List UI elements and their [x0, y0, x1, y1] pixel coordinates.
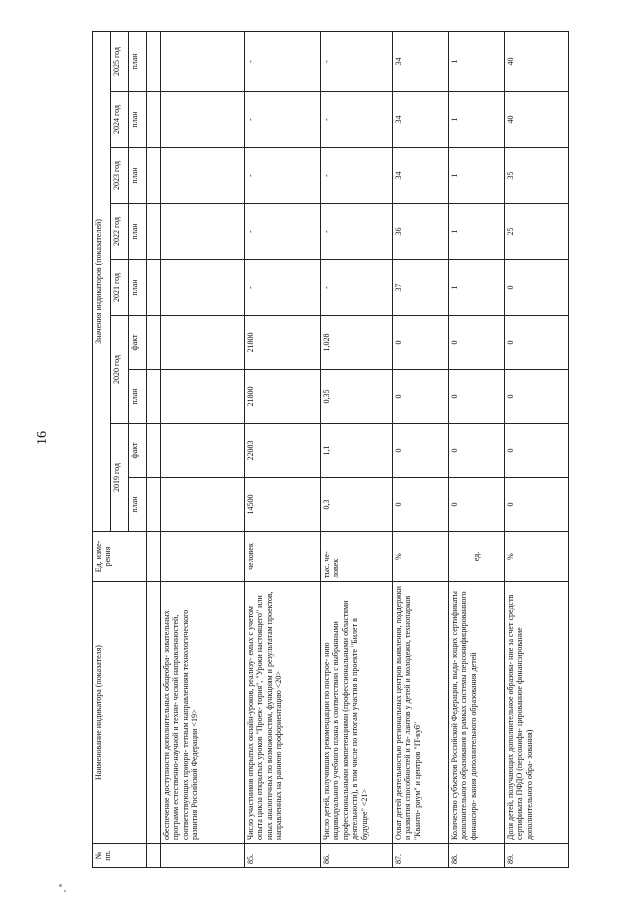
- value-cell: 21800: [245, 316, 321, 370]
- value-cell: -: [245, 92, 321, 148]
- header-num: № пп.: [93, 844, 147, 868]
- value-cell: 0,35: [321, 370, 393, 424]
- header-year-2022: 2022 год: [111, 204, 129, 260]
- indicators-table: [92, 31, 569, 868]
- row-number: 88.: [449, 844, 505, 868]
- value-cell: -: [321, 31, 393, 91]
- value-cell: [161, 92, 245, 148]
- indicator-name: Количество субъектов Российской Федерации, выда- ющих сертификаты дополнительного образования в рамках системы персонифицированного финансиро- вания дополнительного образования детей: [449, 582, 505, 844]
- value-cell: [161, 370, 245, 424]
- header-year-2020: 2020 год: [111, 316, 129, 424]
- header-unit: Ед. изме- рения: [93, 532, 147, 582]
- value-cell: -: [245, 204, 321, 260]
- table-row: [505, 31, 569, 867]
- indicator-name: Число участников открытых онлайн-уроков, реализу- емых с учетом опыта цикла открытых уроков "Проек- тория", "Уроки настоящего" или иных аналогичных по возможностям, функциям и результатам проектов, направленных на раннюю профориентацию <20>: [245, 582, 321, 844]
- value-cell: 34: [393, 92, 449, 148]
- value-cell: 1: [449, 148, 505, 204]
- indicator-name: Охват детей деятельностью региональных центров выявления, поддержки и развития способностей и та- лантов у детей и молодежи, технопарков "Кванто- риум" и центров "IT-куб": [393, 582, 449, 844]
- value-cell: 0: [449, 424, 505, 478]
- value-cell: -: [321, 260, 393, 316]
- unit-cell: [161, 532, 245, 582]
- unit-cell: %: [505, 532, 569, 582]
- row-number: [161, 844, 245, 868]
- unit-cell: %: [393, 532, 449, 582]
- value-cell: -: [321, 92, 393, 148]
- subheader-cell: план: [129, 260, 147, 316]
- value-cell: 0: [505, 316, 569, 370]
- subheader-cell: план: [129, 204, 147, 260]
- value-cell: 22083: [245, 424, 321, 478]
- unit-cell: тыс. че- ловек: [321, 532, 393, 582]
- rotated-page-content: [92, 32, 590, 868]
- value-cell: 1,028: [321, 316, 393, 370]
- value-cell: 34: [393, 148, 449, 204]
- subheader-cell: план: [129, 478, 147, 532]
- subheader-cell: план: [129, 370, 147, 424]
- value-cell: [161, 260, 245, 316]
- subheader-cell: план: [129, 148, 147, 204]
- value-cell: 40: [505, 92, 569, 148]
- unit-cell: ед.: [449, 532, 505, 582]
- row-number: 89.: [505, 844, 569, 868]
- indicator-name: Число детей, получивших рекомендации по построе- нию индивидуального учебного плана в соответствии с выбранными профессиональными компетенциями (профессиональными областями деятельности), в том числе по итогам участия в проекте "Билет в будущее" <21>: [321, 582, 393, 844]
- value-cell: 0: [505, 260, 569, 316]
- value-cell: 0: [393, 316, 449, 370]
- table-row: [245, 31, 321, 867]
- value-cell: 1: [449, 31, 505, 91]
- value-cell: 14500: [245, 478, 321, 532]
- value-cell: 36: [393, 204, 449, 260]
- header-year-2019: 2019 год: [111, 424, 129, 532]
- header-values-title: Значения индикаторов (показателей): [93, 31, 111, 531]
- table-row: [321, 31, 393, 867]
- table-row: [161, 31, 245, 867]
- unit-cell: человек: [245, 532, 321, 582]
- indicator-name: Доля детей, получающих дополнительное образова- ние за счет средств сертификата ПФДО (персонифи- цированное финансирование дополнительного обра- зования): [505, 582, 569, 844]
- value-cell: -: [321, 204, 393, 260]
- value-cell: 40: [505, 31, 569, 91]
- value-cell: 1,1: [321, 424, 393, 478]
- row-number: 85.: [245, 844, 321, 868]
- header-year-2021: 2021 год: [111, 260, 129, 316]
- value-cell: 0,3: [321, 478, 393, 532]
- value-cell: [161, 204, 245, 260]
- value-cell: 0: [449, 478, 505, 532]
- value-cell: 0: [393, 370, 449, 424]
- value-cell: 25: [505, 204, 569, 260]
- row-number: 87.: [393, 844, 449, 868]
- subheader-cell: план: [129, 92, 147, 148]
- value-cell: 34: [393, 31, 449, 91]
- header-year-2025: 2025 год: [111, 31, 129, 91]
- value-cell: 0: [505, 424, 569, 478]
- value-cell: -: [321, 148, 393, 204]
- value-cell: 0: [449, 370, 505, 424]
- value-cell: [161, 424, 245, 478]
- scan-speck: [59, 884, 62, 887]
- value-cell: 0: [393, 424, 449, 478]
- table-body: [161, 31, 569, 867]
- value-cell: -: [245, 260, 321, 316]
- indicator-name: обеспечение доступности дополнительных общеобра- зовательных программ естественно-научной и техни- ческой направленностей, соответствующих приори- тетным направлениям технологического развития Российской Федерации <19>: [161, 582, 245, 844]
- value-cell: [161, 316, 245, 370]
- value-cell: 0: [505, 370, 569, 424]
- value-cell: [161, 31, 245, 91]
- value-cell: 35: [505, 148, 569, 204]
- value-cell: 1: [449, 260, 505, 316]
- value-cell: 1: [449, 92, 505, 148]
- scan-speck: [64, 890, 66, 892]
- value-cell: 0: [505, 478, 569, 532]
- value-cell: 37: [393, 260, 449, 316]
- subheader-cell: план: [129, 31, 147, 91]
- header-year-2024: 2024 год: [111, 92, 129, 148]
- value-cell: -: [245, 31, 321, 91]
- table-row: [449, 31, 505, 867]
- value-cell: [161, 478, 245, 532]
- value-cell: 21800: [245, 370, 321, 424]
- row-number: 86.: [321, 844, 393, 868]
- value-cell: 0: [449, 316, 505, 370]
- subheader-cell: факт: [129, 424, 147, 478]
- value-cell: [161, 148, 245, 204]
- value-cell: -: [245, 148, 321, 204]
- header-year-2023: 2023 год: [111, 148, 129, 204]
- header-name: Наименование индикатора (показателя): [93, 582, 147, 844]
- value-cell: 1: [449, 204, 505, 260]
- table-row: [393, 31, 449, 867]
- subheader-cell: факт: [129, 316, 147, 370]
- value-cell: 0: [393, 478, 449, 532]
- page-number: 16: [35, 431, 50, 445]
